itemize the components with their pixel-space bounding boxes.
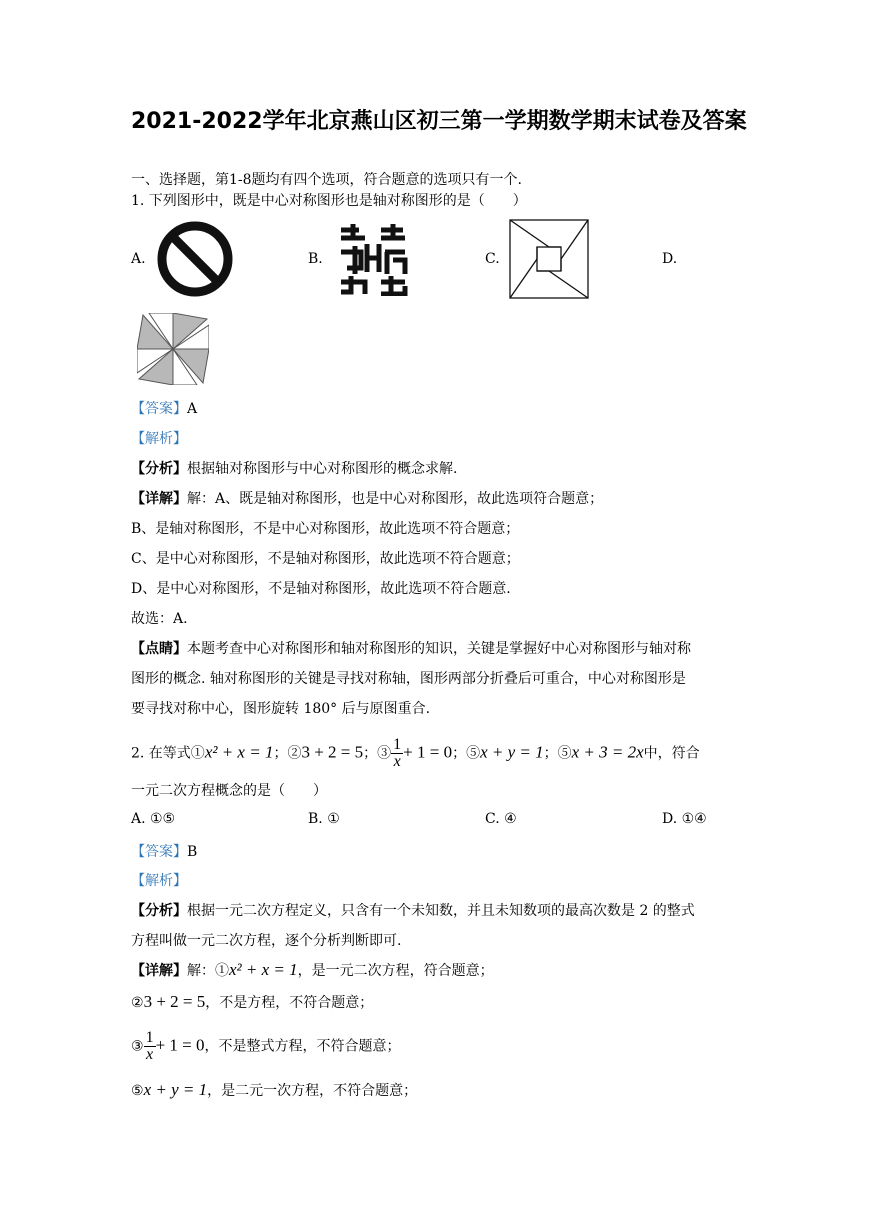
- q1-fenxi: [131, 458, 457, 478]
- q2-sep4: ；⑤: [452, 745, 481, 762]
- q2-eq5: x + 3 = 2x: [571, 742, 644, 762]
- q2-xiangjie-3: [131, 1030, 401, 1063]
- q2-xiangjie-4: [131, 1080, 417, 1100]
- xj3-prefix: ③: [131, 1038, 144, 1055]
- xj2-prefix: ②: [131, 995, 144, 1011]
- q2-analysis-tag: 【解析】: [131, 873, 187, 889]
- q1-analysis-tag: 【解析】: [131, 431, 187, 447]
- q2-sep5: ；⑤: [543, 745, 572, 762]
- q2-xiangjie-2: [131, 992, 373, 1012]
- frac-numerator: 1: [145, 1029, 154, 1046]
- q2-eq3-rest: + 1 = 0: [403, 742, 453, 762]
- q1-choose: 故选：A.: [131, 611, 188, 627]
- q1-dianjing-3: 要寻找对称中心，图形旋转 180° 后与原图重合.: [131, 701, 431, 717]
- q2-xiangjie-1: [131, 960, 494, 980]
- xj3-fraction: [144, 1030, 156, 1063]
- q2-sep3: ；③: [363, 745, 392, 762]
- q1-option-b-label: B.: [308, 251, 323, 267]
- q2-eq1: x² + x = 1: [204, 742, 274, 762]
- section-header: 一、选择题，第1-8题均有四个选项，符合题意的选项只有一个.: [131, 172, 522, 188]
- q2-option-d: D. ①④: [662, 811, 707, 827]
- q2-fenxi-1: [131, 900, 695, 920]
- q2-option-c: C. ④: [485, 811, 517, 827]
- q2-eq2: 3 + 2 = 5: [301, 742, 364, 762]
- answer-value: A: [187, 401, 198, 417]
- xj3-rest: + 1 = 0: [155, 1035, 205, 1055]
- q2-answer: [131, 841, 197, 861]
- xj1-eq: x² + x = 1: [229, 960, 298, 979]
- xj4-suffix: ，是二元一次方程，不符合题意；: [207, 1083, 418, 1099]
- pinwheel-square-icon: [509, 219, 589, 299]
- frac-denominator: x: [393, 753, 401, 770]
- answer-tag: 【答案】: [131, 844, 187, 860]
- xj1-suffix: ，是一元二次方程，符合题意；: [297, 963, 494, 979]
- answer-tag: 【答案】: [131, 401, 187, 417]
- xj4-eq: x + y = 1: [143, 1080, 208, 1099]
- fenxi-text-1: 根据一元二次方程定义，只含有一个未知数，并且未知数项的最高次数是 2 的整式: [187, 903, 695, 919]
- fenxi-text: 根据轴对称图形与中心对称图形的概念求解.: [187, 461, 458, 477]
- xj4-prefix: ⑤: [131, 1083, 144, 1099]
- question-2-stem-line2: 一元二次方程概念的是（ ）: [131, 783, 327, 799]
- q1-line-c: C、是中心对称图形，不是轴对称图形，故此选项不符合题意；: [131, 551, 520, 567]
- q1-option-d-label: D.: [662, 251, 678, 267]
- q1-dianjing-1: [131, 638, 691, 658]
- q2-fraction: [391, 737, 403, 770]
- question-1-stem: 1. 下列图形中，既是中心对称图形也是轴对称图形的是（ ）: [131, 193, 527, 209]
- answer-value: B: [187, 844, 198, 860]
- q1-dianjing-2: 图形的概念. 轴对称图形的关键是寻找对称轴，图形两部分折叠后可重合，中心对称图形是: [131, 671, 686, 687]
- xj2-eq: 3 + 2 = 5: [143, 992, 206, 1011]
- xj2-suffix: ，不是方程，不符合题意；: [205, 995, 374, 1011]
- q2-eq4: x + y = 1: [480, 742, 544, 762]
- fenxi-tag: 【分析】: [131, 903, 187, 919]
- xiangjie-tag: 【详解】: [131, 963, 187, 979]
- xiangjie-tag: 【详解】: [131, 491, 187, 507]
- q2-sep2: ；②: [273, 745, 302, 762]
- xj3-suffix: ，不是整式方程，不符合题意；: [204, 1038, 401, 1055]
- no-symbol-icon: [156, 220, 234, 298]
- pinwheel-triangles-icon: [137, 313, 209, 385]
- q1-line-b: B、是轴对称图形，不是中心对称图形，故此选项不符合题意；: [131, 521, 520, 537]
- maze-pattern-icon: [337, 222, 409, 296]
- q2-option-a: A. ①⑤: [131, 811, 176, 827]
- q1-option-c-label: C.: [485, 251, 500, 267]
- q2-option-b: B. ①: [308, 811, 340, 827]
- q2-stem-prefix: 2. 在等式①: [131, 745, 205, 762]
- dianjing-tag: 【点睛】: [131, 641, 187, 657]
- q1-line-d: D、是中心对称图形，不是轴对称图形，故此选项不符合题意.: [131, 581, 511, 597]
- q1-option-a-label: A.: [131, 251, 146, 267]
- q2-fenxi-2: 方程叫做一元二次方程，逐个分析判断即可.: [131, 933, 402, 949]
- q1-answer: [131, 398, 197, 418]
- page-title: 2021-2022学年北京燕山区初三第一学期数学期末试卷及答案: [131, 109, 747, 134]
- question-2-stem: [131, 737, 700, 770]
- fenxi-tag: 【分析】: [131, 461, 187, 477]
- dianjing-text-1: 本题考查中心对称图形和轴对称图形的知识，关键是掌握好中心对称图形与轴对称: [187, 641, 691, 657]
- q1-xiangjie: [131, 488, 603, 508]
- xiangjie-text: 解：A、既是轴对称图形，也是中心对称图形，故此选项符合题意；: [187, 491, 604, 507]
- frac-denominator: x: [146, 1046, 154, 1063]
- q2-stem-suffix: 中，符合: [643, 745, 700, 762]
- xj1-prefix: 解：①: [187, 963, 229, 979]
- frac-numerator: 1: [393, 736, 402, 753]
